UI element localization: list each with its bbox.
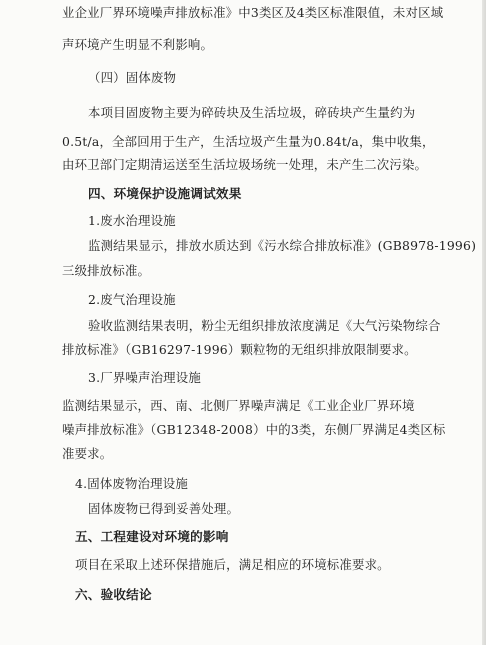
text-line: 本项目固废物主要为碎砖块及生活垃圾，碎砖块产生量约为 [88, 105, 416, 120]
section-heading: 五、工程建设对环境的影响 [75, 529, 229, 544]
section-subtitle: （四）固体废物 [88, 70, 177, 85]
text-line: 固体废物已得到妥善处理。 [88, 501, 240, 516]
section-heading: 四、环境保护设施调试效果 [88, 186, 242, 201]
text-line: 监测结果显示，排放水质达到《污水综合排放标准》(GB8978-1996) [88, 238, 477, 253]
text-line: 三级排放标准。 [62, 263, 151, 278]
text-line: 项目在采取上述环保措施后，满足相应的环境标准要求。 [75, 557, 390, 572]
text-line: 验收监测结果表明，粉尘无组织排放浓度满足《大气污染物综合 [88, 318, 441, 333]
subsection-title: 2.废气治理设施 [88, 292, 176, 307]
text-line: 业企业厂界环境噪声排放标准》中3类区及4类区标准限值，未对区域 [62, 5, 444, 20]
text-line: 准要求。 [62, 446, 113, 461]
subsection-title: 4.固体废物治理设施 [75, 476, 188, 491]
text-line: 0.5t/a，全部回用于生产，生活垃圾产生量为0.84t/a，集中收集， [62, 134, 435, 149]
text-line: 噪声排放标准》（GB12348-2008）中的3类，东侧厂界满足4类区标 [62, 422, 446, 437]
text-line: 由环卫部门定期清运送至生活垃圾场统一处理，未产生二次污染。 [62, 157, 428, 172]
section-heading: 六、验收结论 [75, 587, 152, 602]
text-line: 监测结果显示，西、南、北侧厂界噪声满足《工业企业厂界环境 [62, 398, 415, 413]
subsection-title: 1.废水治理设施 [88, 213, 176, 228]
subsection-title: 3.厂界噪声治理设施 [88, 370, 201, 385]
text-line: 排放标准》（GB16297-1996）颗粒物的无组织排放限制要求。 [62, 342, 417, 357]
text-line: 声环境产生明显不利影响。 [62, 37, 214, 52]
